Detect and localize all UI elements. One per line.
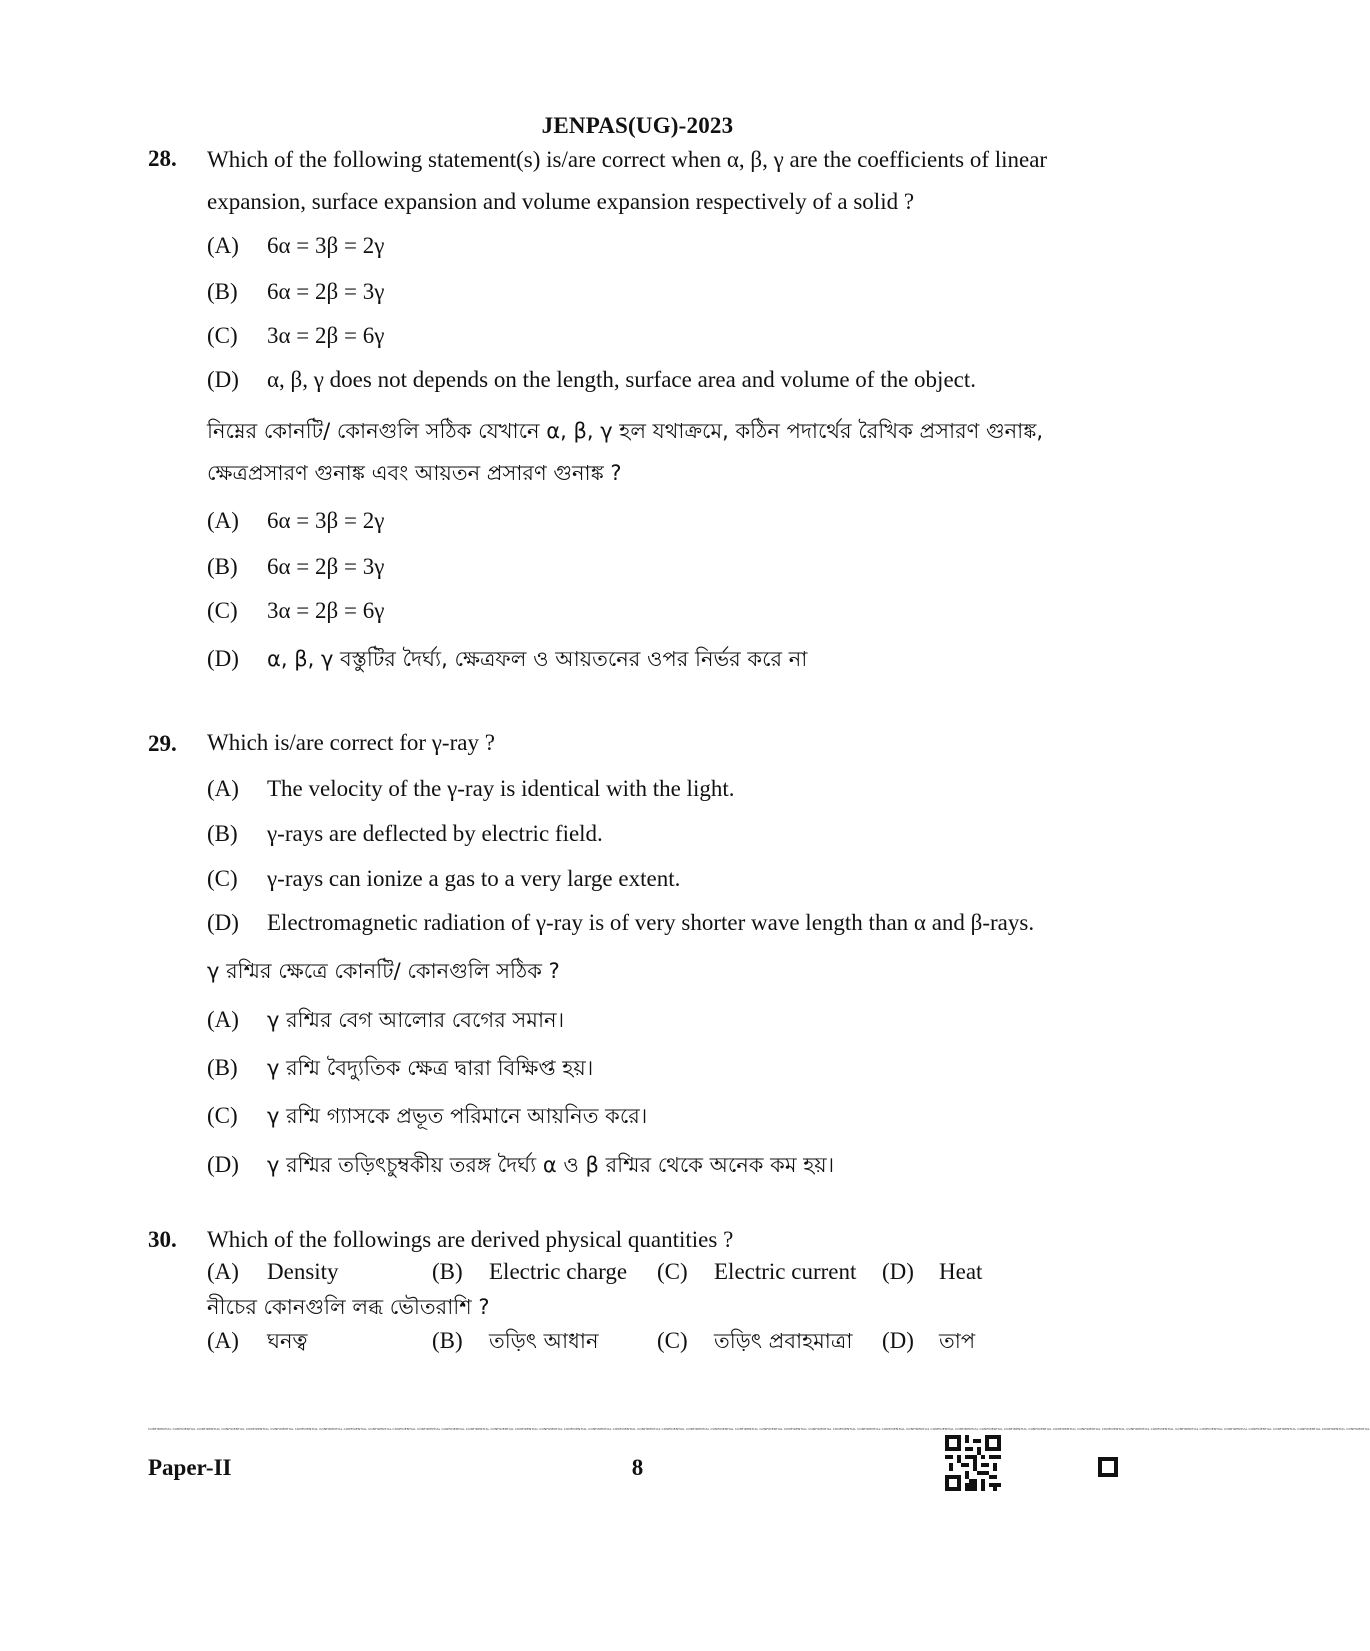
option-d xyxy=(207,1149,834,1184)
option-b xyxy=(432,1259,627,1285)
option-b xyxy=(207,279,384,305)
option-label: (B) xyxy=(207,1055,238,1080)
option-a xyxy=(207,233,384,259)
option-d xyxy=(882,1325,975,1360)
option-a xyxy=(207,508,384,534)
option-c xyxy=(657,1325,852,1360)
square-marker-icon xyxy=(1098,1457,1118,1477)
option-label: (D) xyxy=(207,367,239,392)
option-text: Electric charge xyxy=(489,1259,628,1284)
option-text: Electric current xyxy=(714,1259,857,1284)
option-text: 6α = 2β = 3γ xyxy=(267,279,385,304)
option-text: 3α = 2β = 6γ xyxy=(267,598,385,623)
option-text: 6α = 3β = 2γ xyxy=(267,233,385,258)
option-c xyxy=(207,323,384,349)
option-label: (B) xyxy=(207,279,238,304)
option-text: 6α = 3β = 2γ xyxy=(267,508,385,533)
option-label: (B) xyxy=(207,821,238,846)
option-a xyxy=(207,1325,307,1360)
option-text: γ-rays are deflected by electric field. xyxy=(267,821,603,846)
page-number: 8 xyxy=(631,1455,644,1480)
question-number: 29. xyxy=(148,731,177,756)
page-title: JENPAS(UG)-2023 xyxy=(541,113,734,138)
option-label: (A) xyxy=(207,776,239,801)
option-text: γ রশ্মির তড়িৎচুম্বকীয় তরঙ্গ দৈর্ঘ্য α ও β রশ্মির থেকে অনেক কম হয়। xyxy=(267,1153,835,1177)
option-text: ঘনত্ব xyxy=(267,1329,308,1353)
option-c xyxy=(207,1100,647,1135)
option-c xyxy=(657,1259,856,1285)
option-d xyxy=(207,367,976,393)
question-stem-english: Which of the followings are derived physical quantities ? xyxy=(207,1227,734,1252)
option-label: (A) xyxy=(207,1259,239,1284)
option-label: (A) xyxy=(207,1007,239,1032)
option-text: তাপ xyxy=(939,1329,976,1353)
option-d xyxy=(207,643,807,678)
option-text: γ রশ্মি বৈদ্যুতিক ক্ষেত্র দ্বারা বিক্ষিপ্ত হয়। xyxy=(267,1056,594,1080)
option-text: Electromagnetic radiation of γ-ray is of very shorter wave length than α and β-rays. xyxy=(267,910,1035,935)
question-number: 28. xyxy=(148,146,177,171)
question-stem-bengali: নিম্নের কোনটি/ কোনগুলি সঠিক যেখানে α, β, γ হল যথাক্রমে, কঠিন পদার্থের রৈখিক প্রসারণ গুনাঙ্ক, ক্ষেত্রপ্রসারণ গুনাঙ্ক এবং আয়তন প্রসারণ গুনাঙ্ক ? xyxy=(207,419,1044,485)
option-label: (B) xyxy=(432,1259,463,1284)
option-label: (A) xyxy=(207,1328,239,1353)
question-stem-english: Which of the following statement(s) is/are correct when α, β, γ are the coefficients of linear expansion, surface expansion and volume expansion respectively of a solid ? xyxy=(207,147,1048,214)
option-text: তড়িৎ আধান xyxy=(489,1329,599,1353)
option-text: The velocity of the γ-ray is identical with the light. xyxy=(267,776,735,801)
option-text: γ রশ্মি গ্যাসকে প্রভূত পরিমানে আয়নিত করে। xyxy=(267,1104,648,1128)
option-c xyxy=(207,866,680,892)
option-c xyxy=(207,598,384,624)
option-text: Heat xyxy=(939,1259,983,1284)
option-label: (B) xyxy=(207,554,238,579)
option-d xyxy=(882,1259,982,1285)
qr-code-icon xyxy=(945,1435,1001,1491)
option-a xyxy=(207,1259,339,1285)
option-label: (C) xyxy=(207,598,238,623)
question-stem-bengali: নীচের কোনগুলি লব্ধ ভৌতরাশি ? xyxy=(207,1295,490,1319)
option-label: (B) xyxy=(432,1328,463,1353)
paper-label: Paper-II xyxy=(148,1455,232,1480)
option-label: (A) xyxy=(207,233,239,258)
option-a xyxy=(207,776,734,802)
question-stem-english: Which is/are correct for γ-ray ? xyxy=(207,730,495,755)
option-label: (D) xyxy=(207,646,239,671)
option-text: γ রশ্মির বেগ আলোর বেগের সমান। xyxy=(267,1008,565,1032)
option-label: (D) xyxy=(207,910,239,935)
confidential-watermark-line: CONFIDENTIAL CONFIDENTIAL CONFIDENTIAL CONFIDENTIAL CONFIDENTIAL CONFIDENTIAL CONFIDENTIAL CONFIDENTIAL CONFIDENTIAL CONFIDENTIAL CONFIDENTIAL CONFIDENTIAL CONFIDENTIAL CONFIDENTIAL CONFIDENTIAL CONFIDENTIAL CONFIDENTIAL CONFIDENTIAL CONFIDENTIAL CONFIDENTIAL CONFIDENTIAL CONFIDENTIAL CONFIDENTIAL CONFIDENTIAL CONFIDENTIAL CONFIDENTIAL CONFIDENTIAL CONFIDENTIAL CONFIDENTIAL CONFIDENTIAL CONFIDENTIAL CONFIDENTIAL CONFIDENTIAL CONFIDENTIAL CONFIDENTIAL CONFIDENTIAL CONFIDENTIAL CONFIDENTIAL CONFIDENTIAL CONFIDENTIAL CONFIDENTIAL CONFIDENTIAL CONFIDENTIAL CONFIDENTIAL CONFIDENTIAL CONFIDENTIAL CONFIDENTIAL CONFIDENTIAL CONFIDENTIAL CONFIDENTIAL xyxy=(148,1427,1370,1431)
option-label: (A) xyxy=(207,508,239,533)
question-stem-bengali: γ রশ্মির ক্ষেত্রে কোনটি/ কোনগুলি সঠিক ? xyxy=(207,959,560,983)
option-text: 3α = 2β = 6γ xyxy=(267,323,385,348)
option-d xyxy=(207,910,1034,936)
option-label: (C) xyxy=(657,1259,688,1284)
option-text: γ-rays can ionize a gas to a very large extent. xyxy=(267,866,681,891)
option-label: (C) xyxy=(207,323,238,348)
option-text: α, β, γ বস্তুটির দৈর্ঘ্য, ক্ষেত্রফল ও আয়তনের ওপর নির্ভর করে না xyxy=(267,647,808,671)
option-text: α, β, γ does not depends on the length, surface area and volume of the object. xyxy=(267,367,977,392)
option-a xyxy=(207,1004,564,1039)
option-b xyxy=(207,821,603,847)
option-text: Density xyxy=(267,1259,339,1284)
option-label: (C) xyxy=(207,866,238,891)
option-label: (D) xyxy=(882,1259,914,1284)
option-b xyxy=(207,554,384,580)
option-label: (D) xyxy=(207,1152,239,1177)
option-label: (D) xyxy=(882,1328,914,1353)
option-label: (C) xyxy=(657,1328,688,1353)
option-b xyxy=(432,1325,599,1360)
option-text: 6α = 2β = 3γ xyxy=(267,554,385,579)
option-label: (C) xyxy=(207,1103,238,1128)
question-number: 30. xyxy=(148,1227,177,1252)
option-b xyxy=(207,1052,593,1087)
option-text: তড়িৎ প্রবাহমাত্রা xyxy=(714,1329,853,1353)
